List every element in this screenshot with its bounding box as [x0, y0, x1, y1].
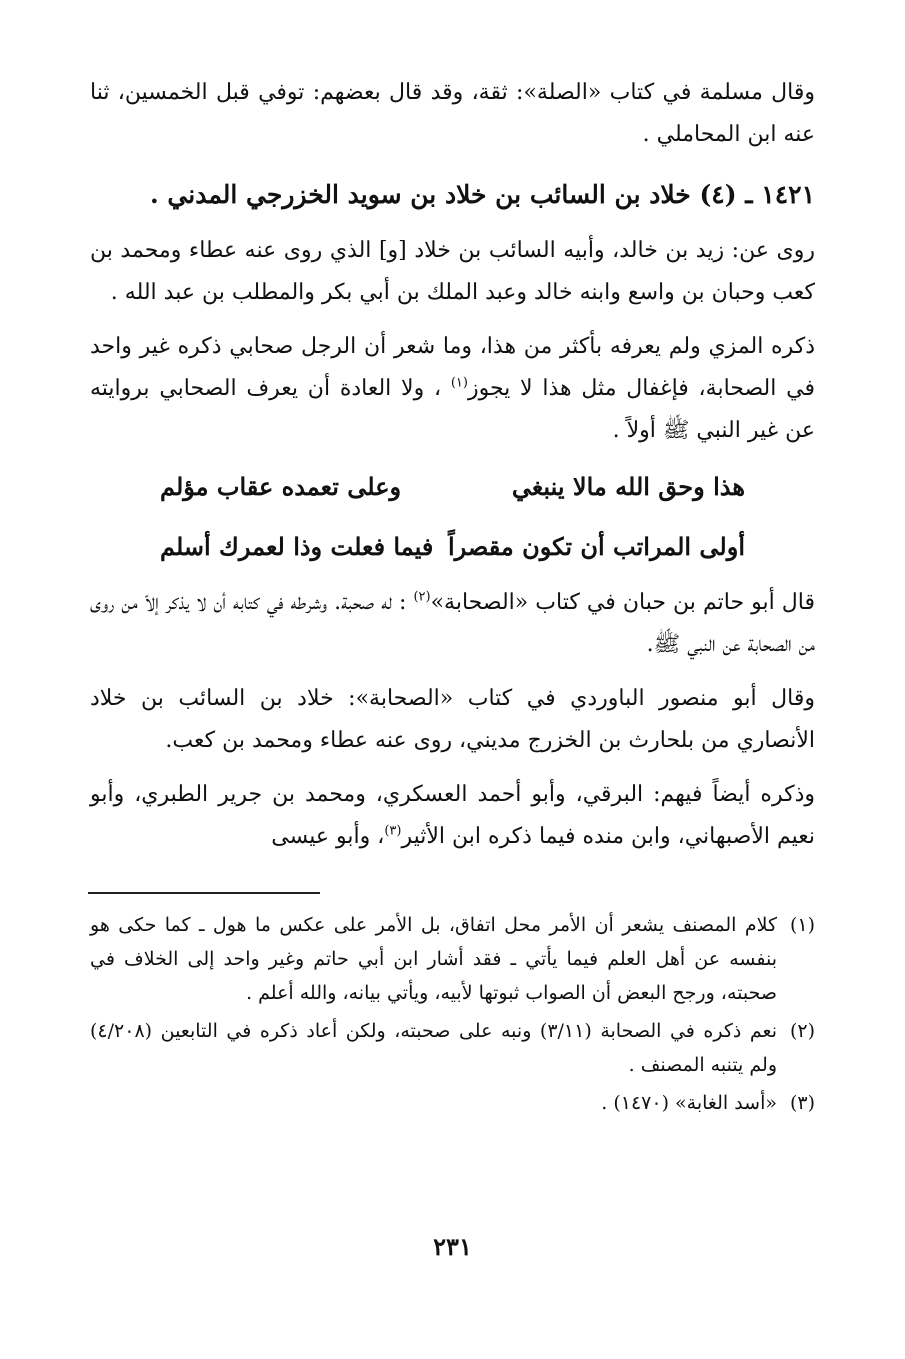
- verse-line-2: [90, 522, 815, 572]
- paragraph-6: [90, 774, 815, 858]
- page-number: ٢٣١: [433, 1232, 472, 1261]
- verse-1-first-hemistich: هذا وحق الله مالا ينبغي: [511, 472, 745, 501]
- footnote-text: نعم ذكره في الصحابة (٣/١١) ونبه على صحبته، ولكن أعاد ذكره في التابعين (٤/٢٠٨) ولم يتنبه المصنف .: [90, 1020, 777, 1076]
- footnote-ref-3: (٣): [384, 823, 402, 839]
- footnote-ref-2: (٢): [413, 589, 431, 605]
- footnote-2: [90, 1014, 815, 1082]
- footnote-number: (٢): [789, 1020, 815, 1042]
- paragraph-3-text-a: ذكره المزي ولم يعرفه بأكثر من هذا، وما شعر أن الرجل صحابي ذكره غير واحد في الصحابة، فإغفال مثل هذا لا يجوز: [90, 334, 815, 401]
- footnote-text: «أسد الغابة» (١٤٧٠) .: [601, 1092, 777, 1114]
- verse-2-first-hemistich: أولى المراتب أن تكون مقصراً: [448, 532, 745, 561]
- verse-1-second-hemistich: وعلى تعمده عقاب مؤلم: [160, 472, 402, 501]
- footnote-text: كلام المصنف يشعر أن الأمر محل اتفاق، بل الأمر على عكس ما هول ـ كما حكى هو بنفسه عن أهل العلم فيما يأتي ـ فقد أشار ابن أبي حاتم وغير واحد إلى الخلاف في صحبته، ورجح البعض أن الصواب ثبوتها لأبيه، ويأتي بيانه، والله أعلم .: [90, 914, 777, 1004]
- entry-heading: ١٤٢١ ـ (٤) خلاد بن السائب بن خلاد بن سويد الخزرجي المدني .: [150, 180, 815, 209]
- paragraph-3-text-b: ، ولا العادة أن يعرف الصحابي بروايته عن غير النبي ﷺ أولاً .: [90, 376, 815, 443]
- footnote-3: [90, 1086, 815, 1120]
- paragraph-3: [90, 326, 815, 452]
- verse-2-second-hemistich: فيما فعلت وذا لعمرك أسلم: [160, 532, 434, 561]
- footnote-number: (١): [789, 914, 815, 936]
- footnotes: [90, 908, 815, 1124]
- footnote-number: (٣): [789, 1092, 815, 1114]
- paragraph-5: وقال أبو منصور الباوردي في كتاب «الصحابة»: خلاد بن السائب بن خلاد الأنصاري من بلحارث بن الخزرج مديني، روى عنه عطاء ومحمد بن كعب.: [90, 686, 815, 753]
- footnote-separator: [88, 892, 320, 894]
- verse-line-1: [90, 462, 815, 512]
- paragraph-1: وقال مسلمة في كتاب «الصلة»: ثقة، وقد قال بعضهم: توفي قبل الخمسين، ثنا عنه ابن المحاملي .: [90, 80, 815, 147]
- paragraph-6-text-b: ، وأبو عيسى: [271, 824, 385, 849]
- paragraph-2: روى عن: زيد بن خالد، وأبيه السائب بن خلاد [و] الذي روى عنه عطاء ومحمد بن كعب وحبان بن واسع وابنه خالد وعبد الملك بن أبي بكر والمطلب بن عبد الله .: [90, 238, 815, 305]
- paragraph-4-text-a: قال أبو حاتم بن حبان في كتاب «الصحابة»: [430, 590, 816, 615]
- paragraph-4-text-b: : له صحبة. وشرطه في كتابه أن لا يذكر إلاّ من روى من الصحابة عن النبي ﷺ.: [90, 590, 815, 657]
- main-text: [90, 72, 815, 858]
- paragraph-4: [90, 582, 815, 666]
- footnote-ref-1: (١): [450, 375, 468, 391]
- footnote-1: [90, 908, 815, 1010]
- paragraph-6-text-a: وذكره أيضاً فيهم: البرقي، وأبو أحمد العسكري، ومحمد بن جرير الطبري، وأبو نعيم الأصبهاني، وابن منده فيما ذكره ابن الأثير: [90, 782, 815, 849]
